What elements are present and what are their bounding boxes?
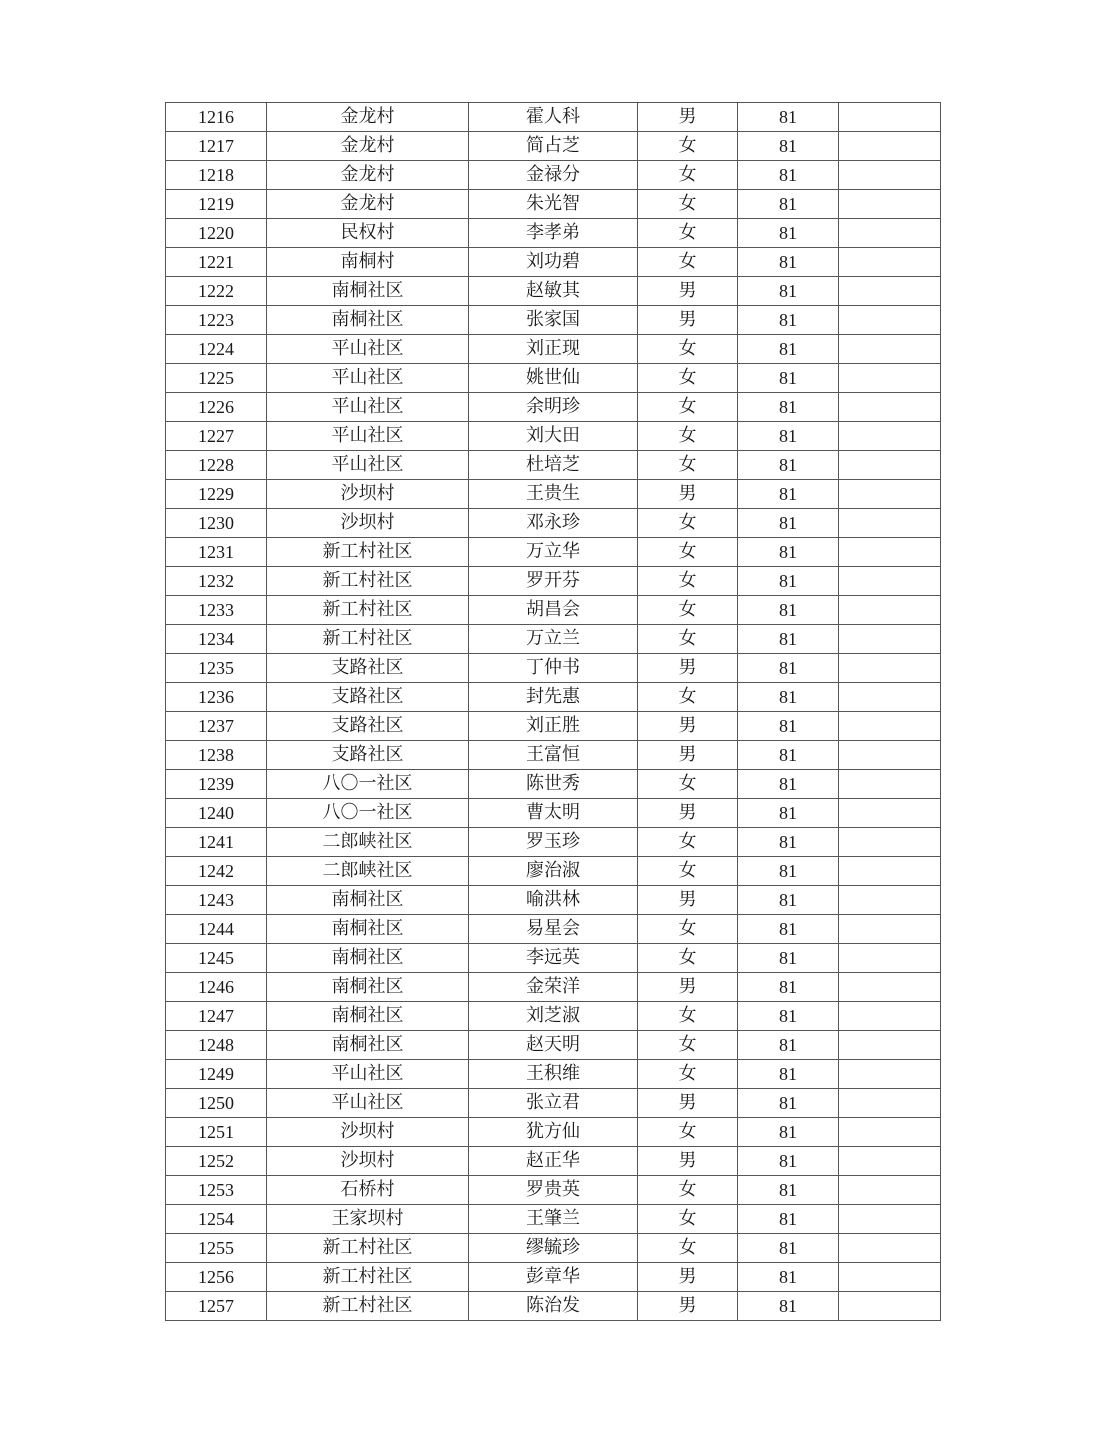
name-cell: 邓永珍 [469,509,638,538]
table-row [166,1147,941,1176]
remark-cell [839,799,941,828]
serial-number-cell: 1237 [166,712,267,741]
remark-cell [839,1176,941,1205]
serial-number-cell: 1236 [166,683,267,712]
table-row [166,1234,941,1263]
table-row [166,1031,941,1060]
table-row [166,161,941,190]
gender-cell: 女 [638,451,738,480]
name-cell: 王贵生 [469,480,638,509]
village-cell: 新工村社区 [267,538,469,567]
name-cell: 刘大田 [469,422,638,451]
serial-number-cell: 1232 [166,567,267,596]
serial-number-cell: 1245 [166,944,267,973]
village-cell: 平山社区 [267,364,469,393]
gender-cell: 女 [638,219,738,248]
remark-cell [839,741,941,770]
table-row [166,1292,941,1321]
age-cell: 81 [738,103,839,132]
village-cell: 金龙村 [267,103,469,132]
remark-cell [839,1118,941,1147]
village-cell: 南桐社区 [267,886,469,915]
age-cell: 81 [738,509,839,538]
age-cell: 81 [738,915,839,944]
name-cell: 杜培芝 [469,451,638,480]
name-cell: 喻洪林 [469,886,638,915]
village-cell: 沙坝村 [267,1118,469,1147]
village-cell: 南桐社区 [267,944,469,973]
remark-cell [839,306,941,335]
gender-cell: 女 [638,770,738,799]
village-cell: 支路社区 [267,712,469,741]
name-cell: 李孝弟 [469,219,638,248]
remark-cell [839,451,941,480]
village-cell: 石桥村 [267,1176,469,1205]
age-cell: 81 [738,1060,839,1089]
village-cell: 沙坝村 [267,509,469,538]
name-cell: 曹太明 [469,799,638,828]
serial-number-cell: 1222 [166,277,267,306]
village-cell: 南桐社区 [267,1031,469,1060]
age-cell: 81 [738,248,839,277]
gender-cell: 男 [638,480,738,509]
village-cell: 民权村 [267,219,469,248]
serial-number-cell: 1241 [166,828,267,857]
gender-cell: 女 [638,132,738,161]
remark-cell [839,1089,941,1118]
name-cell: 张立君 [469,1089,638,1118]
table-row [166,973,941,1002]
remark-cell [839,596,941,625]
age-cell: 81 [738,306,839,335]
remark-cell [839,712,941,741]
village-cell: 八〇一社区 [267,770,469,799]
name-cell: 罗玉珍 [469,828,638,857]
gender-cell: 男 [638,1147,738,1176]
age-cell: 81 [738,770,839,799]
serial-number-cell: 1234 [166,625,267,654]
serial-number-cell: 1240 [166,799,267,828]
serial-number-cell: 1224 [166,335,267,364]
name-cell: 姚世仙 [469,364,638,393]
age-cell: 81 [738,335,839,364]
remark-cell [839,625,941,654]
age-cell: 81 [738,480,839,509]
age-cell: 81 [738,828,839,857]
age-cell: 81 [738,741,839,770]
gender-cell: 女 [638,596,738,625]
gender-cell: 女 [638,857,738,886]
serial-number-cell: 1239 [166,770,267,799]
gender-cell: 女 [638,190,738,219]
gender-cell: 男 [638,1089,738,1118]
table-row [166,422,941,451]
village-cell: 八〇一社区 [267,799,469,828]
table-row [166,828,941,857]
age-cell: 81 [738,683,839,712]
table-row [166,451,941,480]
table-row [166,683,941,712]
name-cell: 金禄分 [469,161,638,190]
age-cell: 81 [738,654,839,683]
age-cell: 81 [738,422,839,451]
table-row [166,248,941,277]
age-cell: 81 [738,944,839,973]
name-cell: 赵敏其 [469,277,638,306]
age-cell: 81 [738,886,839,915]
table-row [166,1060,941,1089]
serial-number-cell: 1247 [166,1002,267,1031]
village-cell: 金龙村 [267,190,469,219]
village-cell: 新工村社区 [267,1234,469,1263]
serial-number-cell: 1250 [166,1089,267,1118]
table-row [166,625,941,654]
age-cell: 81 [738,625,839,654]
name-cell: 丁仲书 [469,654,638,683]
age-cell: 81 [738,364,839,393]
name-cell: 张家国 [469,306,638,335]
name-cell: 万立兰 [469,625,638,654]
village-cell: 南桐社区 [267,306,469,335]
age-cell: 81 [738,857,839,886]
table-row [166,103,941,132]
name-cell: 封先惠 [469,683,638,712]
remark-cell [839,654,941,683]
age-cell: 81 [738,1147,839,1176]
age-cell: 81 [738,1176,839,1205]
serial-number-cell: 1248 [166,1031,267,1060]
table-row [166,567,941,596]
age-cell: 81 [738,973,839,1002]
serial-number-cell: 1217 [166,132,267,161]
village-cell: 平山社区 [267,422,469,451]
age-cell: 81 [738,219,839,248]
village-cell: 新工村社区 [267,625,469,654]
remark-cell [839,973,941,1002]
serial-number-cell: 1223 [166,306,267,335]
name-cell: 陈世秀 [469,770,638,799]
gender-cell: 男 [638,306,738,335]
table-row [166,1205,941,1234]
village-cell: 南桐社区 [267,277,469,306]
serial-number-cell: 1221 [166,248,267,277]
remark-cell [839,857,941,886]
serial-number-cell: 1256 [166,1263,267,1292]
name-cell: 陈治发 [469,1292,638,1321]
village-cell: 新工村社区 [267,1263,469,1292]
name-cell: 王肇兰 [469,1205,638,1234]
serial-number-cell: 1255 [166,1234,267,1263]
remark-cell [839,567,941,596]
village-cell: 沙坝村 [267,1147,469,1176]
village-cell: 平山社区 [267,451,469,480]
table-row [166,857,941,886]
serial-number-cell: 1257 [166,1292,267,1321]
serial-number-cell: 1230 [166,509,267,538]
remark-cell [839,538,941,567]
remark-cell [839,422,941,451]
gender-cell: 女 [638,509,738,538]
table-row [166,480,941,509]
age-cell: 81 [738,1002,839,1031]
gender-cell: 女 [638,567,738,596]
gender-cell: 男 [638,277,738,306]
gender-cell: 男 [638,973,738,1002]
table-row [166,915,941,944]
village-cell: 新工村社区 [267,567,469,596]
serial-number-cell: 1246 [166,973,267,1002]
age-cell: 81 [738,451,839,480]
gender-cell: 女 [638,393,738,422]
serial-number-cell: 1243 [166,886,267,915]
gender-cell: 女 [638,161,738,190]
serial-number-cell: 1229 [166,480,267,509]
gender-cell: 男 [638,712,738,741]
name-cell: 金荣洋 [469,973,638,1002]
name-cell: 缪毓珍 [469,1234,638,1263]
table-row [166,886,941,915]
age-cell: 81 [738,277,839,306]
village-cell: 南桐社区 [267,915,469,944]
gender-cell: 女 [638,828,738,857]
table-row [166,1089,941,1118]
gender-cell: 男 [638,103,738,132]
village-cell: 王家坝村 [267,1205,469,1234]
name-cell: 王富恒 [469,741,638,770]
gender-cell: 男 [638,654,738,683]
village-cell: 平山社区 [267,335,469,364]
name-cell: 赵正华 [469,1147,638,1176]
remark-cell [839,277,941,306]
gender-cell: 男 [638,741,738,770]
gender-cell: 女 [638,335,738,364]
serial-number-cell: 1218 [166,161,267,190]
table-row [166,770,941,799]
gender-cell: 女 [638,422,738,451]
remark-cell [839,828,941,857]
table-row [166,509,941,538]
remark-cell [839,364,941,393]
age-cell: 81 [738,190,839,219]
gender-cell: 女 [638,248,738,277]
remark-cell [839,248,941,277]
age-cell: 81 [738,1031,839,1060]
gender-cell: 女 [638,1031,738,1060]
table-row [166,335,941,364]
remark-cell [839,1031,941,1060]
serial-number-cell: 1253 [166,1176,267,1205]
age-cell: 81 [738,799,839,828]
age-cell: 81 [738,1263,839,1292]
remark-cell [839,161,941,190]
name-cell: 简占芝 [469,132,638,161]
village-cell: 南桐村 [267,248,469,277]
age-cell: 81 [738,1292,839,1321]
village-cell: 新工村社区 [267,596,469,625]
gender-cell: 女 [638,1205,738,1234]
gender-cell: 男 [638,799,738,828]
village-cell: 二郎峡社区 [267,857,469,886]
table-row [166,1176,941,1205]
serial-number-cell: 1227 [166,422,267,451]
age-cell: 81 [738,132,839,161]
remark-cell [839,219,941,248]
table-row [166,219,941,248]
serial-number-cell: 1251 [166,1118,267,1147]
village-cell: 金龙村 [267,132,469,161]
gender-cell: 男 [638,886,738,915]
age-cell: 81 [738,1205,839,1234]
serial-number-cell: 1228 [166,451,267,480]
name-cell: 犹方仙 [469,1118,638,1147]
remark-cell [839,886,941,915]
gender-cell: 女 [638,683,738,712]
gender-cell: 女 [638,1234,738,1263]
village-cell: 新工村社区 [267,1292,469,1321]
village-cell: 金龙村 [267,161,469,190]
remark-cell [839,1292,941,1321]
name-cell: 罗开芬 [469,567,638,596]
remark-cell [839,103,941,132]
gender-cell: 男 [638,1292,738,1321]
village-cell: 平山社区 [267,393,469,422]
remark-cell [839,1002,941,1031]
table-row [166,1118,941,1147]
name-cell: 万立华 [469,538,638,567]
remark-cell [839,480,941,509]
serial-number-cell: 1254 [166,1205,267,1234]
name-cell: 刘功碧 [469,248,638,277]
age-cell: 81 [738,161,839,190]
gender-cell: 女 [638,1176,738,1205]
table-row [166,741,941,770]
serial-number-cell: 1226 [166,393,267,422]
village-cell: 南桐社区 [267,973,469,1002]
name-cell: 朱光智 [469,190,638,219]
remark-cell [839,1205,941,1234]
serial-number-cell: 1220 [166,219,267,248]
roster-body [166,103,941,1321]
remark-cell [839,944,941,973]
name-cell: 易星会 [469,915,638,944]
name-cell: 刘正胜 [469,712,638,741]
remark-cell [839,1234,941,1263]
serial-number-cell: 1219 [166,190,267,219]
serial-number-cell: 1233 [166,596,267,625]
gender-cell: 女 [638,364,738,393]
gender-cell: 男 [638,1263,738,1292]
serial-number-cell: 1252 [166,1147,267,1176]
gender-cell: 女 [638,538,738,567]
table-row [166,654,941,683]
table-row [166,712,941,741]
remark-cell [839,1060,941,1089]
name-cell: 刘芝淑 [469,1002,638,1031]
gender-cell: 女 [638,625,738,654]
table-row [166,364,941,393]
serial-number-cell: 1242 [166,857,267,886]
remark-cell [839,683,941,712]
table-row [166,132,941,161]
table-row [166,944,941,973]
age-cell: 81 [738,1089,839,1118]
name-cell: 刘正现 [469,335,638,364]
roster-table [165,102,941,1321]
name-cell: 赵天明 [469,1031,638,1060]
village-cell: 支路社区 [267,683,469,712]
serial-number-cell: 1235 [166,654,267,683]
gender-cell: 女 [638,1060,738,1089]
gender-cell: 女 [638,1118,738,1147]
remark-cell [839,509,941,538]
name-cell: 彭章华 [469,1263,638,1292]
age-cell: 81 [738,1118,839,1147]
age-cell: 81 [738,567,839,596]
village-cell: 沙坝村 [267,480,469,509]
table-row [166,190,941,219]
remark-cell [839,1147,941,1176]
name-cell: 李远英 [469,944,638,973]
serial-number-cell: 1225 [166,364,267,393]
name-cell: 廖治淑 [469,857,638,886]
age-cell: 81 [738,596,839,625]
serial-number-cell: 1231 [166,538,267,567]
age-cell: 81 [738,1234,839,1263]
name-cell: 罗贵英 [469,1176,638,1205]
table-row [166,393,941,422]
remark-cell [839,1263,941,1292]
village-cell: 平山社区 [267,1089,469,1118]
name-cell: 霍人科 [469,103,638,132]
table-row [166,799,941,828]
table-row [166,596,941,625]
gender-cell: 女 [638,915,738,944]
remark-cell [839,335,941,364]
village-cell: 南桐社区 [267,1002,469,1031]
age-cell: 81 [738,538,839,567]
name-cell: 胡昌会 [469,596,638,625]
table-row [166,277,941,306]
name-cell: 余明珍 [469,393,638,422]
remark-cell [839,132,941,161]
gender-cell: 女 [638,944,738,973]
serial-number-cell: 1216 [166,103,267,132]
age-cell: 81 [738,393,839,422]
village-cell: 支路社区 [267,654,469,683]
age-cell: 81 [738,712,839,741]
serial-number-cell: 1244 [166,915,267,944]
serial-number-cell: 1238 [166,741,267,770]
table-row [166,1263,941,1292]
remark-cell [839,915,941,944]
village-cell: 二郎峡社区 [267,828,469,857]
table-row [166,306,941,335]
village-cell: 平山社区 [267,1060,469,1089]
gender-cell: 女 [638,1002,738,1031]
village-cell: 支路社区 [267,741,469,770]
name-cell: 王积维 [469,1060,638,1089]
remark-cell [839,393,941,422]
table-row [166,1002,941,1031]
remark-cell [839,190,941,219]
remark-cell [839,770,941,799]
table-row [166,538,941,567]
serial-number-cell: 1249 [166,1060,267,1089]
